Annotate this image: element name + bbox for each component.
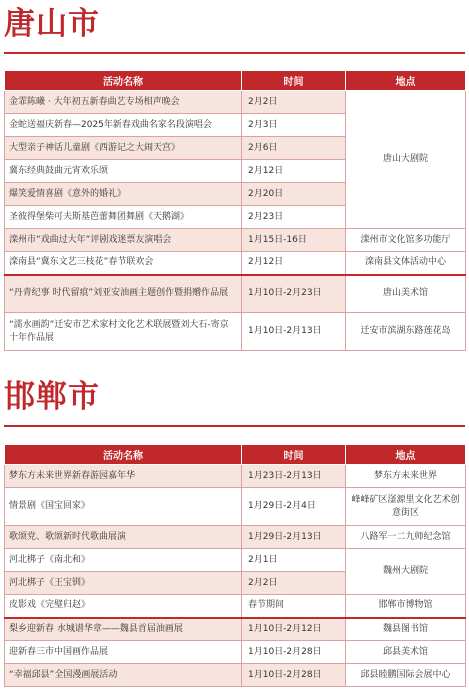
activity-time: 1月15日-16日 [242, 229, 346, 252]
activity-time: 2月2日 [242, 91, 346, 114]
events-table-tangshan [4, 70, 466, 351]
activity-time: 2月2日 [242, 572, 346, 595]
table-header-row [5, 445, 466, 465]
activity-place: 魏州大剧院 [346, 549, 466, 595]
activity-time: 2月20日 [242, 183, 346, 206]
activity-place: 邯郸市博物馆 [346, 595, 466, 618]
city-divider [4, 425, 465, 427]
activity-time: 1月10日-2月28日 [242, 664, 346, 687]
activity-name: “幸福邱县”全国漫画展活动 [5, 664, 242, 687]
activity-time: 1月10日-2月28日 [242, 641, 346, 664]
table-row [5, 595, 466, 618]
activity-time: 1月10日-2月12日 [242, 618, 346, 641]
activity-time: 1月29日-2月4日 [242, 488, 346, 526]
activity-name: 河北梆子《王宝钏》 [5, 572, 242, 595]
header-time: 时间 [242, 445, 346, 465]
activity-name: 歌颂党、歌颂新时代歌曲展演 [5, 526, 242, 549]
table-row [5, 526, 466, 549]
activity-time: 2月3日 [242, 114, 346, 137]
activity-name: 大型亲子神话儿童剧《西游记之大闹天宫》 [5, 137, 242, 160]
activity-name: 迎新春三市中国画作品展 [5, 641, 242, 664]
header-place: 地点 [346, 445, 466, 465]
table-row [5, 313, 466, 351]
activity-place: 邱县睦鹏国际会展中心 [346, 664, 466, 687]
events-table-handan [4, 444, 466, 687]
activity-name: 梦东方未来世界新春游园嘉年华 [5, 465, 242, 488]
city-title-handan: 邯郸市 [4, 379, 100, 415]
table-row [5, 549, 466, 572]
header-place: 地点 [346, 71, 466, 91]
activity-place: 峰峰矿区滏源里文化艺术创意街区 [346, 488, 466, 526]
activity-time: 1月23日-2月13日 [242, 465, 346, 488]
activity-place: 八路军一二九师纪念馆 [346, 526, 466, 549]
activity-name: 皮影戏《完璧归赵》 [5, 595, 242, 618]
activity-time: 2月1日 [242, 549, 346, 572]
activity-name: 爆笑爱情喜剧《意外的婚礼》 [5, 183, 242, 206]
table-row [5, 252, 466, 275]
activity-place: 滦南县文体活动中心 [346, 252, 466, 275]
table-row [5, 229, 466, 252]
activity-name: 圣彼得堡柴可夫斯基芭蕾舞团舞剧《天鹅湖》 [5, 206, 242, 229]
activity-time: 1月10日-2月13日 [242, 313, 346, 351]
activity-name: 滦南县“冀东文艺三枝花”春节联欢会 [5, 252, 242, 275]
activity-name: 河北梆子《南北和》 [5, 549, 242, 572]
table-row [5, 465, 466, 488]
activity-place: 滦州市文化馆多功能厅 [346, 229, 466, 252]
activity-place: 唐山美术馆 [346, 275, 466, 313]
activity-name: “濡水画韵”迁安市艺术家村文化艺术联展暨刘大石-寄京十年作品展 [5, 313, 242, 351]
activity-time: 2月12日 [242, 160, 346, 183]
activity-name: 梨乡迎新春 水城谱华章——魏县首届油画展 [5, 618, 242, 641]
activity-time: 春节期间 [242, 595, 346, 618]
table-row [5, 91, 466, 114]
city-divider [4, 52, 465, 54]
header-activity-name: 活动名称 [5, 445, 242, 465]
activity-name: “丹青纪事 时代留痕”刘亚安油画主题创作暨捐赠作品展 [5, 275, 242, 313]
activity-place: 魏县图书馆 [346, 618, 466, 641]
activity-name: 金霏陈曦 · 大年初五新春曲艺专场相声晚会 [5, 91, 242, 114]
activity-place: 梦东方未来世界 [346, 465, 466, 488]
table-row [5, 488, 466, 526]
activity-place: 唐山大剧院 [346, 91, 466, 229]
header-activity-name: 活动名称 [5, 71, 242, 91]
table-row [5, 664, 466, 687]
table-row [5, 641, 466, 664]
activity-name: 冀东经典鼓曲元宵欢乐颂 [5, 160, 242, 183]
city-title-tangshan: 唐山市 [4, 6, 100, 42]
activity-name: 金蛇送福庆新春—2025年新春戏曲名家名段演唱会 [5, 114, 242, 137]
activity-name: 情景剧《国宝回家》 [5, 488, 242, 526]
table-row [5, 275, 466, 313]
activity-time: 1月10日-2月23日 [242, 275, 346, 313]
activity-place: 迁安市滨湖东路莲花岛 [346, 313, 466, 351]
activity-time: 2月6日 [242, 137, 346, 160]
activity-place: 邱县美术馆 [346, 641, 466, 664]
activity-time: 2月23日 [242, 206, 346, 229]
activity-name: 滦州市“戏曲过大年”评剧戏迷票友演唱会 [5, 229, 242, 252]
activity-time: 1月29日-2月13日 [242, 526, 346, 549]
activity-time: 2月12日 [242, 252, 346, 275]
table-row [5, 618, 466, 641]
header-time: 时间 [242, 71, 346, 91]
table-header-row [5, 71, 466, 91]
